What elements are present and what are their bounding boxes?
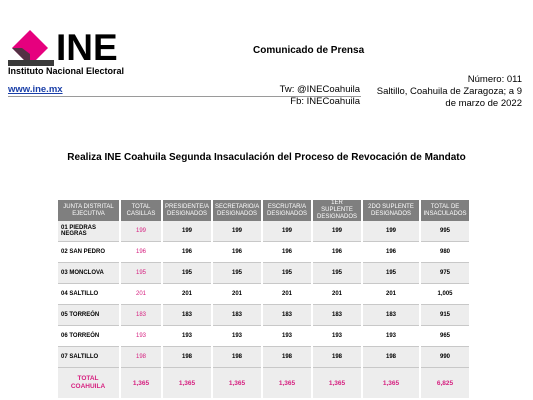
press-release-label: Comunicado de Prensa bbox=[253, 45, 365, 56]
table-cell: 196 bbox=[213, 242, 261, 263]
casillas-cell: 195 bbox=[121, 263, 161, 284]
total-value: 1,365 bbox=[163, 368, 211, 398]
total-cell: 980 bbox=[421, 242, 469, 263]
table-cell: 199 bbox=[213, 221, 261, 242]
column-header: TOTAL DE INSACULADOS bbox=[421, 200, 469, 221]
table-cell: 193 bbox=[313, 326, 361, 347]
table-cell: 183 bbox=[313, 305, 361, 326]
column-header: TOTAL CASILLAS bbox=[121, 200, 161, 221]
table-cell: 198 bbox=[263, 347, 311, 368]
document-meta bbox=[362, 74, 522, 110]
column-header: JUNTA DISTRITAL EJECUTIVA bbox=[58, 200, 119, 221]
place-date-line2: de marzo de 2022 bbox=[445, 98, 522, 109]
table-row bbox=[58, 221, 469, 242]
table-cell: 201 bbox=[313, 284, 361, 305]
table-cell: 195 bbox=[213, 263, 261, 284]
total-value: 1,365 bbox=[121, 368, 161, 398]
website-link[interactable]: www.ine.mx bbox=[8, 84, 63, 95]
column-header: PRESIDENTE/A DESIGNADOS bbox=[163, 200, 211, 221]
table-cell: 199 bbox=[363, 221, 419, 242]
district-cell: 04 SALTILLO bbox=[58, 284, 119, 305]
table-row bbox=[58, 284, 469, 305]
grand-total-value: 6,825 bbox=[421, 368, 469, 398]
table-total-row bbox=[58, 368, 469, 398]
document-number: Número: 011 bbox=[467, 74, 522, 85]
total-cell: 965 bbox=[421, 326, 469, 347]
table-cell: 195 bbox=[163, 263, 211, 284]
table-cell: 198 bbox=[313, 347, 361, 368]
district-cell: 01 PIEDRAS NEGRAS bbox=[58, 221, 119, 242]
table-cell: 193 bbox=[213, 326, 261, 347]
table-cell: 195 bbox=[263, 263, 311, 284]
casillas-cell: 198 bbox=[121, 347, 161, 368]
total-value: 1,365 bbox=[213, 368, 261, 398]
table-header-row bbox=[58, 200, 469, 221]
table-cell: 196 bbox=[363, 242, 419, 263]
table-cell: 198 bbox=[163, 347, 211, 368]
table-cell: 195 bbox=[363, 263, 419, 284]
district-cell: 05 TORREÓN bbox=[58, 305, 119, 326]
total-value: 1,365 bbox=[363, 368, 419, 398]
total-label bbox=[58, 368, 119, 398]
total-value: 1,365 bbox=[263, 368, 311, 398]
table-cell: 196 bbox=[313, 242, 361, 263]
table-row bbox=[58, 305, 469, 326]
casillas-cell: 196 bbox=[121, 242, 161, 263]
table-row bbox=[58, 242, 469, 263]
total-cell: 975 bbox=[421, 263, 469, 284]
total-value: 1,365 bbox=[313, 368, 361, 398]
casillas-cell: 199 bbox=[121, 221, 161, 242]
table-cell: 196 bbox=[263, 242, 311, 263]
table-cell: 195 bbox=[313, 263, 361, 284]
table-cell: 199 bbox=[313, 221, 361, 242]
table-cell: 196 bbox=[163, 242, 211, 263]
casillas-cell: 183 bbox=[121, 305, 161, 326]
table-row bbox=[58, 263, 469, 284]
table-cell: 199 bbox=[163, 221, 211, 242]
table-cell: 201 bbox=[263, 284, 311, 305]
column-header: ESCRUTAR/A DESIGNADOS bbox=[263, 200, 311, 221]
district-cell: 03 MONCLOVA bbox=[58, 263, 119, 284]
total-cell: 990 bbox=[421, 347, 469, 368]
headline: Realiza INE Coahuila Segunda Insaculación del Proceso de Revocación de Mandato bbox=[67, 152, 466, 163]
table-cell: 198 bbox=[363, 347, 419, 368]
social-handles bbox=[280, 84, 360, 108]
casillas-cell: 201 bbox=[121, 284, 161, 305]
table-cell: 183 bbox=[263, 305, 311, 326]
district-cell: 06 TORREÓN bbox=[58, 326, 119, 347]
total-label-line1: TOTAL bbox=[77, 375, 99, 382]
table-cell: 183 bbox=[163, 305, 211, 326]
facebook-handle: Fb: INECoahuila bbox=[290, 96, 360, 107]
insaculation-table bbox=[56, 200, 471, 398]
column-header: SECRETARIO/A DESIGNADOS bbox=[213, 200, 261, 221]
district-cell: 02 SAN PEDRO bbox=[58, 242, 119, 263]
table-cell: 193 bbox=[263, 326, 311, 347]
casillas-cell: 193 bbox=[121, 326, 161, 347]
table-cell: 193 bbox=[163, 326, 211, 347]
table-cell: 183 bbox=[363, 305, 419, 326]
total-cell: 915 bbox=[421, 305, 469, 326]
ine-logo-mark bbox=[8, 30, 54, 68]
table-cell: 198 bbox=[213, 347, 261, 368]
table-cell: 201 bbox=[213, 284, 261, 305]
table-cell: 193 bbox=[363, 326, 419, 347]
table-cell: 199 bbox=[263, 221, 311, 242]
logo-wordmark: INE bbox=[56, 27, 118, 68]
table-cell: 183 bbox=[213, 305, 261, 326]
total-cell: 995 bbox=[421, 221, 469, 242]
logo-subtitle: Instituto Nacional Electoral bbox=[8, 66, 125, 76]
table-cell: 201 bbox=[163, 284, 211, 305]
column-header: 1ER SUPLENTE DESIGNADOS bbox=[313, 200, 361, 221]
table-row bbox=[58, 326, 469, 347]
table-cell: 201 bbox=[363, 284, 419, 305]
ine-logo bbox=[8, 27, 148, 80]
district-cell: 07 SALTILLO bbox=[58, 347, 119, 368]
table-row bbox=[58, 347, 469, 368]
column-header: 2DO SUPLENTE DESIGNADOS bbox=[363, 200, 419, 221]
place-date-line1: Saltillo, Coahuila de Zaragoza; a 9 bbox=[376, 86, 522, 97]
total-cell: 1,005 bbox=[421, 284, 469, 305]
total-label-line2: COAHUILA bbox=[70, 383, 106, 390]
twitter-handle: Tw: @INECoahuila bbox=[279, 84, 360, 95]
